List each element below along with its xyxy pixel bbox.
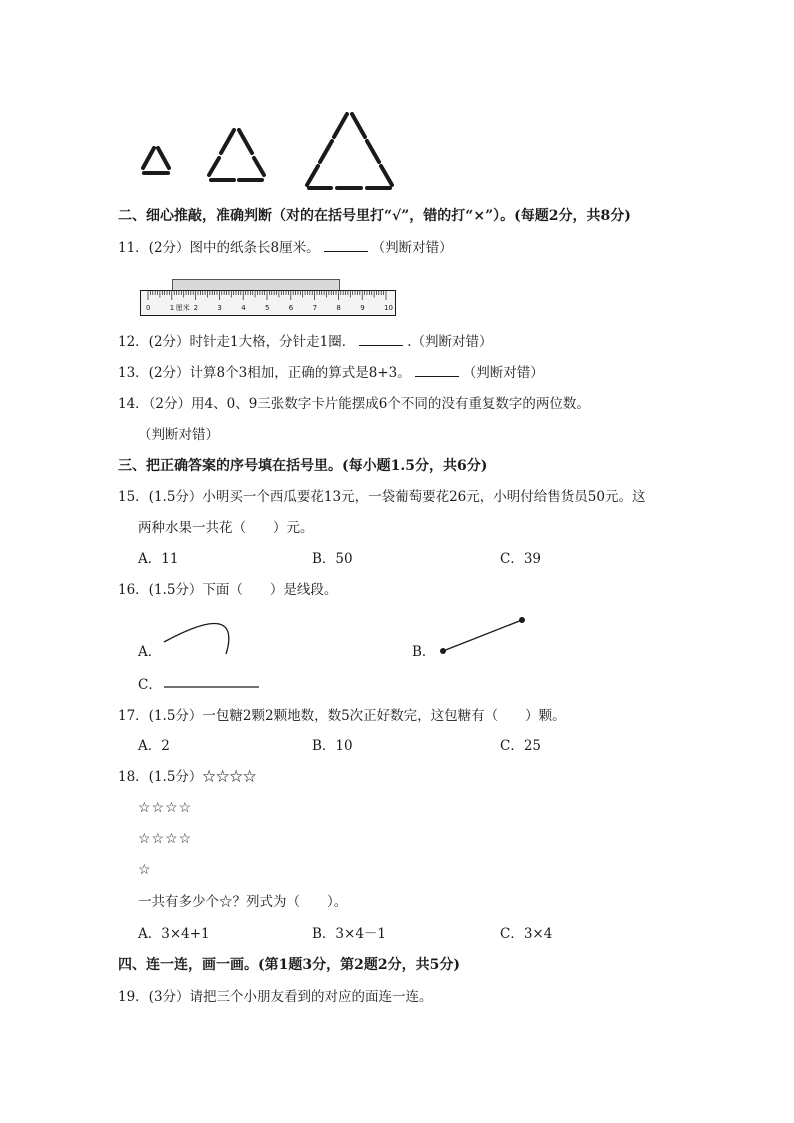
ruler-number: 6: [288, 304, 294, 312]
answer-blank-12[interactable]: [359, 332, 403, 346]
question-14-suffix: （判断对错）: [138, 427, 219, 443]
q17-option-a[interactable]: A．2: [138, 738, 170, 754]
question-11: [118, 238, 453, 257]
star-row-2: ☆☆☆☆: [138, 800, 193, 816]
ruler-number: 4: [241, 304, 246, 312]
q16-option-c[interactable]: C．: [138, 677, 162, 693]
question-18-text: 18．(1.5分）☆☆☆☆: [118, 769, 257, 785]
ruler-number: 5: [265, 304, 270, 312]
ruler-unit: 厘米: [175, 304, 190, 312]
question-15-line2: 两种水果一共花（ ）元。: [138, 520, 314, 536]
answer-blank-11[interactable]: [324, 238, 368, 252]
q17-option-c[interactable]: C．25: [500, 738, 542, 754]
question-17-text: 17．(1.5分）一包糖2颗2颗地数，数5次正好数完，这包糖有（ ）颗。: [118, 708, 566, 724]
ruler-number: 3: [217, 304, 222, 312]
q16-option-a[interactable]: A．: [138, 644, 162, 660]
question-12-suffix: .（判断对错）: [407, 334, 493, 350]
question-14-text: 14．（2分）用4、0、9三张数字卡片能摆成6个不同的没有重复数字的两位数。: [118, 396, 590, 412]
question-11-text: 11．(2分）图中的纸条长8厘米。: [118, 240, 320, 256]
q17-option-b[interactable]: B．10: [312, 738, 353, 754]
ruler: [140, 290, 396, 316]
section2-heading: 二、细心推敲，准确判断（对的在括号里打“√”，错的打“×”）。(每题2分，共8分): [118, 208, 631, 224]
q18-option-a[interactable]: A．3×4+1: [138, 926, 210, 942]
q15-option-a[interactable]: A．11: [138, 551, 179, 567]
question-13-text: 13．(2分）计算8个3相加，正确的算式是8+3。: [118, 365, 411, 381]
ruler-number: 8: [336, 304, 341, 312]
q15-option-c[interactable]: C．39: [500, 551, 542, 567]
triangle-small: [138, 144, 178, 180]
question-19-text: 19．(3分）请把三个小朋友看到的对应的面连一连。: [118, 989, 433, 1005]
q18-option-c[interactable]: C．3×4: [500, 926, 553, 942]
star-row-3: ☆☆☆☆: [138, 831, 193, 847]
question-11-suffix: （判断对错）: [371, 240, 453, 256]
ruler-number: 10: [384, 304, 393, 312]
question-16-text: 16．(1.5分）下面（ ）是线段。: [118, 582, 338, 598]
question-13: [118, 363, 544, 382]
star-row-4: ☆: [138, 862, 152, 878]
question-13-suffix: （判断对错）: [462, 365, 544, 381]
section3-heading: 三、把正确答案的序号填在括号里。(每小题1.5分，共6分): [118, 458, 488, 474]
ruler-number: 9: [360, 304, 365, 312]
triangle-medium: [204, 126, 270, 186]
line-segment-figure: [436, 614, 530, 658]
ruler-number: 2: [193, 304, 199, 312]
straight-line-figure: [162, 683, 262, 691]
q16-option-b[interactable]: B．: [412, 644, 436, 660]
ruler-number: 1: [169, 304, 175, 312]
answer-blank-13[interactable]: [415, 363, 459, 377]
question-15-line1: 15．(1.5分）小明买一个西瓜要花13元，一袋葡萄要花26元，小明付给售货员50元。这: [118, 489, 646, 505]
ruler-number: 7: [312, 304, 318, 312]
curve-figure: [160, 620, 240, 660]
triangle-large: [302, 110, 398, 192]
ruler-number: 0: [146, 304, 151, 312]
question-18-question: 一共有多少个☆？列式为（ ）。: [138, 894, 348, 910]
question-12-text: 12．(2分）时针走1大格，分针走1圈．: [118, 334, 356, 350]
q15-option-b[interactable]: B．50: [312, 551, 353, 567]
question-12: [118, 332, 493, 351]
q18-option-b[interactable]: B．3×4－1: [312, 926, 386, 942]
section4-heading: 四、连一连，画一画。(第1题3分，第2题2分，共5分): [118, 957, 460, 973]
